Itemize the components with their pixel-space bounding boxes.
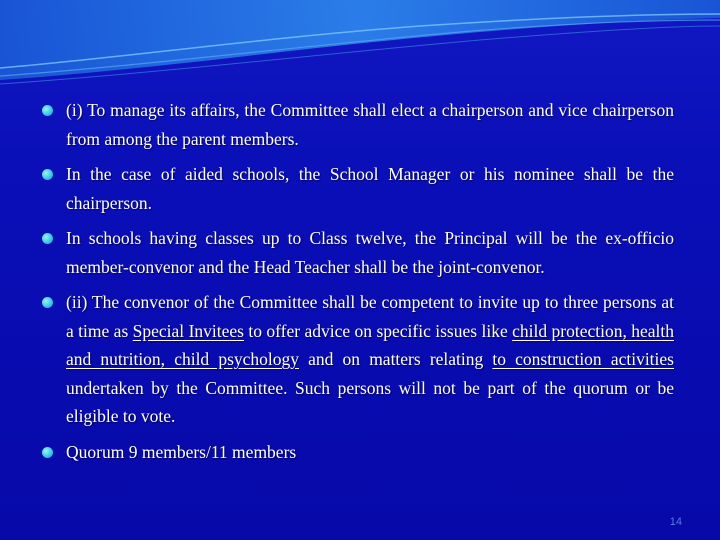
bullet-dot-icon [42, 233, 53, 244]
text-run: to offer advice on specific issues like [243, 320, 513, 341]
header-wave-decoration [0, 0, 720, 90]
bullet-text: (i) To manage its affairs, the Committee shall elect a chairperson and vice chairperson from among the parent members. [66, 100, 674, 149]
bullet-text [66, 292, 674, 426]
text-run: and on matters relating [299, 349, 493, 369]
underlined-text: Special Invitees [132, 320, 244, 341]
bullet-item [42, 96, 674, 153]
bullet-text: In the case of aided schools, the School Manager or his nominee shall be the chairperson. [66, 164, 674, 213]
text-run: undertaken by the Committee. Such persons will not be part of the quorum or be eligible to vote. [66, 377, 674, 426]
page-number: 14 [669, 516, 682, 528]
bullet-item [42, 288, 674, 431]
underlined-text: to construction activities [492, 349, 674, 369]
bullet-dot-icon [42, 169, 53, 180]
bullet-item [42, 160, 674, 217]
bullet-text: In schools having classes up to Class twelve, the Principal will be the ex-officio member-convenor and the Head Teacher shall be the joint-convenor. [66, 228, 674, 277]
bullet-dot-icon [42, 447, 53, 458]
text-run: (ii) The convenor of the Committee shall be competent to invite up to three persons at a time as [66, 292, 674, 341]
bullet-item [42, 438, 674, 467]
underlined-text: child protection, health and nutrition, child psychology [66, 320, 674, 369]
bullet-dot-icon [42, 105, 53, 116]
bullet-list [42, 96, 674, 473]
bullet-item [42, 224, 674, 281]
bullet-dot-icon [42, 297, 53, 308]
bullet-text: Quorum 9 members/11 members [66, 441, 297, 462]
